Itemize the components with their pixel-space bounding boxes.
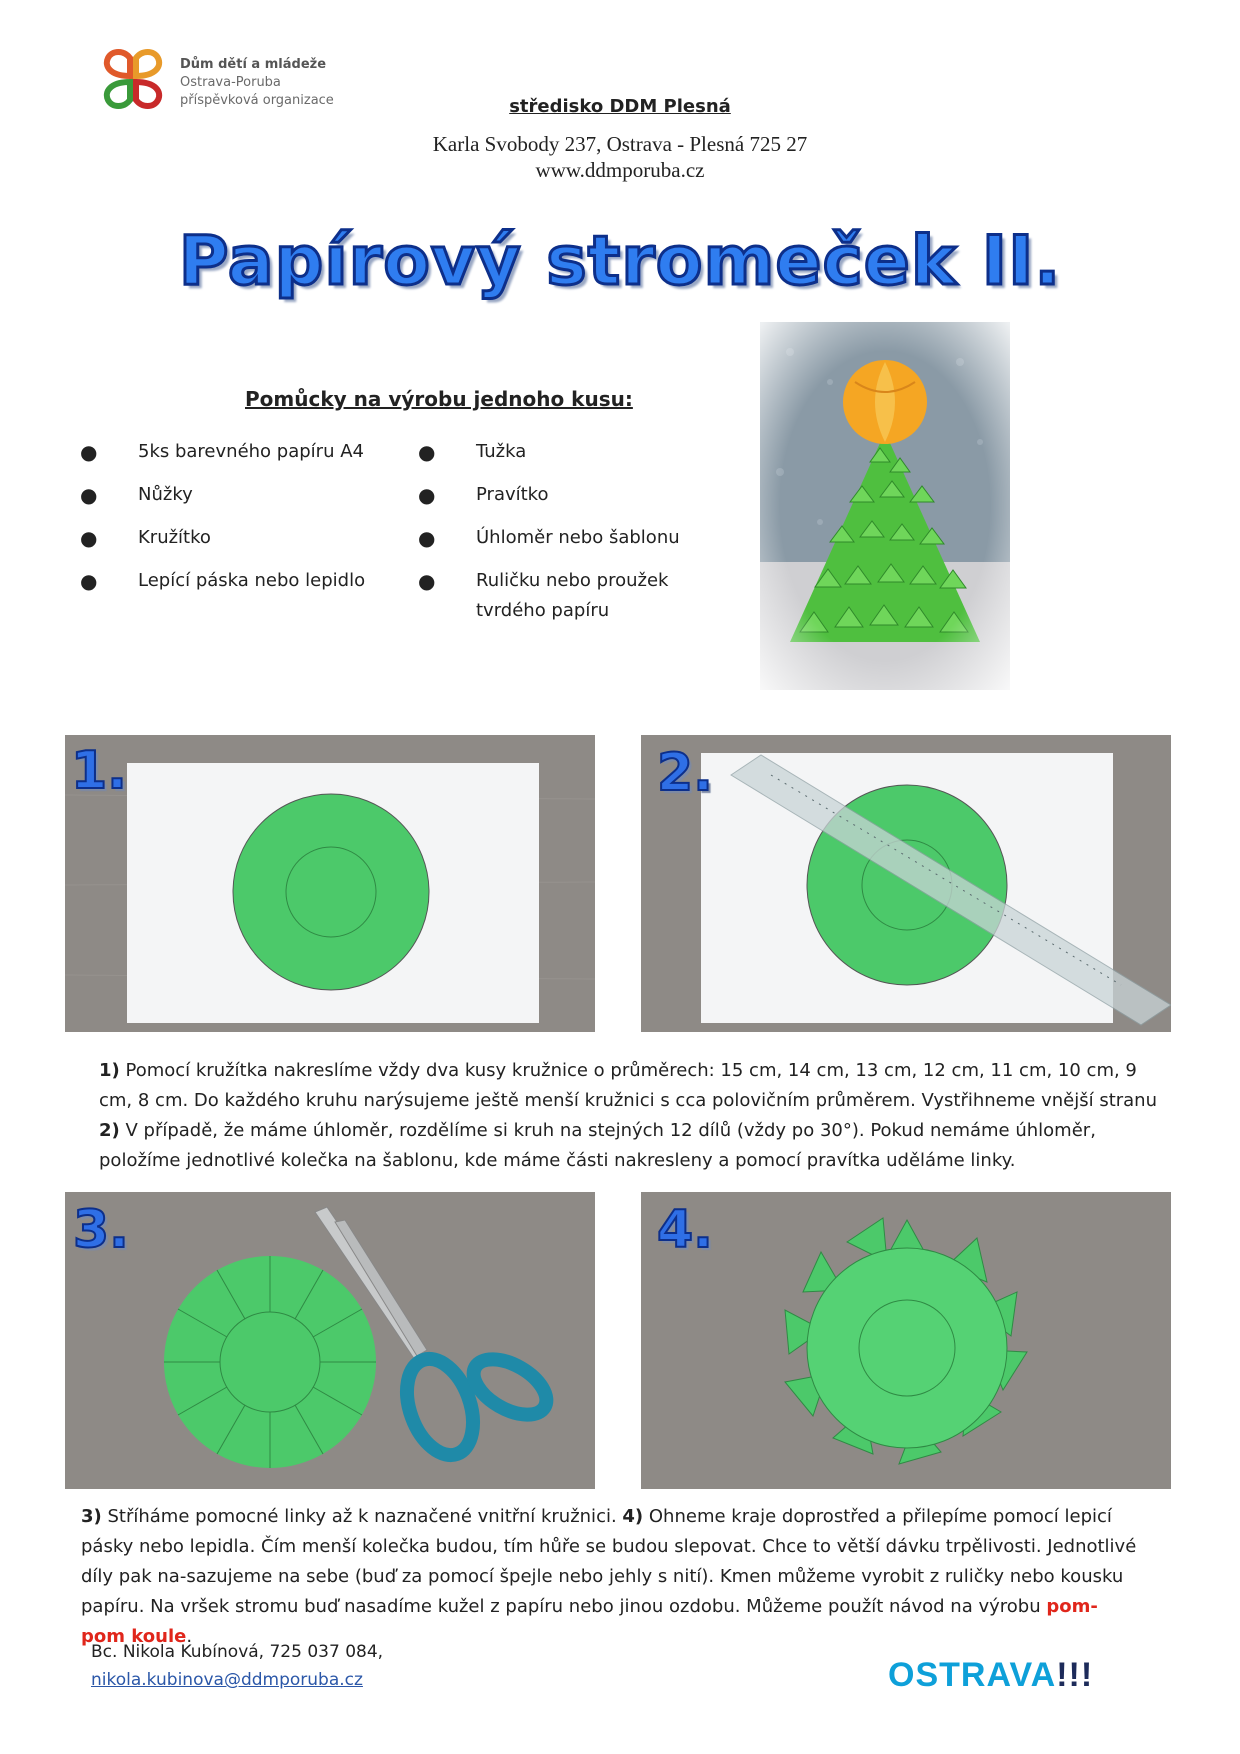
list-item [418, 480, 728, 510]
address: Karla Svobody 237, Ostrava - Plesná 725 27 [432, 132, 808, 156]
instructions-steps-3-4 [81, 1502, 1141, 1652]
author-email-link[interactable]: nikola.kubinova@ddmporuba.cz [91, 1670, 363, 1690]
tools-list-left [80, 437, 410, 609]
finished-tree-photo [760, 322, 1010, 690]
tools-list-right [418, 437, 728, 639]
bullet-icon: ● [418, 440, 436, 464]
step-3-photo [65, 1192, 595, 1489]
tool-label: Pravítko [476, 484, 549, 505]
author-name: Bc. Nikola Kubínová, 725 037 084, [91, 1642, 384, 1662]
step-label-3: 3. [73, 1200, 129, 1260]
step-number: 2) [99, 1120, 120, 1141]
bullet-icon: ● [80, 483, 98, 507]
tool-label: 5ks barevného papíru A4 [138, 441, 364, 462]
list-item [80, 480, 410, 510]
step-text: Ohneme kraje doprostřed a přilepíme pomocí lepicí pásky nebo lepidla. Čím menší kolečka budou, tím hůře se budou slepovat. Chce to větší dávku trpělivosti. Jednotlivé díly pak na-sazujeme na sebe (buď za pomocí špejle nebo jehly s nití). Kmen můžeme vyrobit z ruličky nebo kousku papíru. Na vršek stromu buď nasadíme kužel z papíru nebo jinou ozdobu. Můžeme použít návod na výrobu [81, 1506, 1137, 1617]
tool-label: Úhloměr nebo šablonu [476, 527, 680, 548]
step-label-2: 2. [657, 743, 713, 803]
list-item [418, 523, 728, 553]
step-text: Stříháme pomocné linky až k naznačené vnitřní kružnici. [101, 1506, 623, 1527]
step-number: 1) [99, 1060, 120, 1081]
step-2-photo [641, 735, 1171, 1032]
step-label-4: 4. [657, 1200, 713, 1260]
step-number: 4) [622, 1506, 644, 1527]
tool-label: Nůžky [138, 484, 193, 505]
tool-label: Lepící páska nebo lepidlo [138, 570, 366, 591]
step-text-end: . [186, 1626, 193, 1647]
list-item [80, 566, 410, 596]
ostrava-brand: OSTRAVA [888, 1656, 1057, 1694]
tool-label: Kružítko [138, 527, 211, 548]
step-4-photo [641, 1192, 1171, 1489]
tool-label: Tužka [476, 441, 527, 462]
logo-line-3: příspěvková organizace [180, 93, 334, 108]
step-text: V případě, že máme úhloměr, rozdělíme si kruh na stejných 12 dílů (vždy po 30°). Pokud nemáme úhloměr, položíme jednotlivé kolečka na šablonu, kde máme části nakresleny a pomocí pravítka uděláme linky. [99, 1120, 1096, 1171]
instructions-steps-1-2 [99, 1056, 1159, 1176]
ostrava-logo [888, 1656, 1093, 1695]
pom-pom-link[interactable]: pom-pom koule [81, 1596, 1098, 1647]
tools-heading: Pomůcky na výrobu jednoho kusu: [245, 387, 633, 411]
tool-label: Ruličku nebo proužek tvrdého papíru [476, 570, 669, 621]
list-item [418, 566, 728, 626]
logo-line-1: Dům dětí a mládeže [180, 57, 327, 72]
list-item [80, 437, 410, 467]
step-number: 3) [81, 1506, 102, 1527]
list-item [80, 523, 410, 553]
bullet-icon: ● [418, 526, 436, 550]
step-1-photo [65, 735, 595, 1032]
bullet-icon: ● [80, 569, 98, 593]
website: www.ddmporuba.cz [535, 158, 705, 182]
page-title: Papírový stromeček II. [178, 222, 1062, 301]
list-item [418, 437, 728, 467]
logo-line-2: Ostrava-Poruba [180, 75, 281, 90]
bullet-icon: ● [80, 440, 98, 464]
bullet-icon: ● [80, 526, 98, 550]
bullet-icon: ● [418, 569, 436, 593]
bullet-icon: ● [418, 483, 436, 507]
center-name: středisko DDM Plesná [509, 96, 731, 117]
author-contact [91, 1638, 383, 1694]
step-text: Pomocí kružítka nakreslíme vždy dva kusy kružnice o průměrech: 15 cm, 14 cm, 13 cm, 12 cm, 11 cm, 10 cm, 9 cm, 8 cm. Do každého kruhu narýsujeme ještě menší kružnici s cca polovičním průměrem. Vystřihneme vnější stranu [99, 1060, 1158, 1111]
ostrava-exclamation: !!! [1056, 1656, 1094, 1694]
step-label-1: 1. [71, 741, 127, 801]
